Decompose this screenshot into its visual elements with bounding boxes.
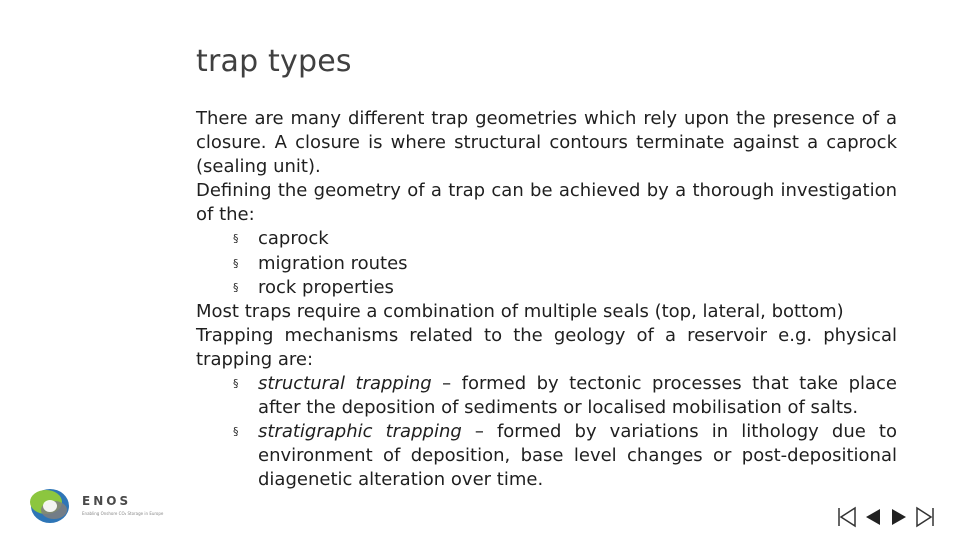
logo-wordmark: ENOS (82, 494, 132, 508)
enos-logo (28, 484, 164, 526)
term-structural-trapping: structural trapping (258, 373, 432, 395)
list-item-stratigraphic (196, 420, 897, 492)
list-item-text: caprock (258, 228, 329, 250)
paragraph-defining: Defining the geometry of a trap can be achieved by a thorough investigation of the: (196, 180, 897, 226)
list-item-text: – formed by variations in lithology due to environment of deposition, base level changes or post-depositional diagenetic alteration over time. (258, 421, 897, 491)
next-slide-icon[interactable] (888, 505, 910, 529)
bullet-marker: § (233, 280, 239, 294)
bullet-marker: § (233, 232, 239, 246)
bullet-marker: § (233, 425, 239, 439)
list-item (196, 227, 897, 251)
bullet-marker: § (233, 256, 239, 270)
bullet-marker: § (233, 377, 239, 391)
slide-body (196, 107, 897, 493)
list-item (196, 252, 897, 276)
slide-title: trap types (196, 44, 352, 79)
list-item-text: rock properties (258, 276, 394, 298)
paragraph-mechanisms: Trapping mechanisms related to the geology of a reservoir e.g. physical trapping are: (196, 324, 897, 370)
list-item-text: migration routes (258, 252, 408, 274)
slide-navigation (836, 504, 940, 530)
previous-slide-icon[interactable] (862, 505, 884, 529)
paragraph-seals: Most traps require a combination of multiple seals (top, lateral, bottom) (196, 300, 844, 322)
paragraph-closure: There are many different trap geometries which rely upon the presence of a closure. A closure is where structural contours terminate against a caprock (sealing unit). (196, 108, 897, 178)
last-slide-icon[interactable] (914, 505, 936, 529)
list-item (196, 276, 897, 300)
enos-logo-mark-icon (28, 484, 76, 526)
list-item-structural (196, 372, 897, 420)
term-stratigraphic-trapping: stratigraphic trapping (258, 421, 462, 443)
logo-tagline: Enabling Onshore CO₂ Storage in Europe (82, 511, 164, 516)
first-slide-icon[interactable] (836, 505, 858, 529)
list-item-text: – formed by tectonic processes that take place after the deposition of sediments or localised mobilisation of salts. (258, 373, 898, 419)
